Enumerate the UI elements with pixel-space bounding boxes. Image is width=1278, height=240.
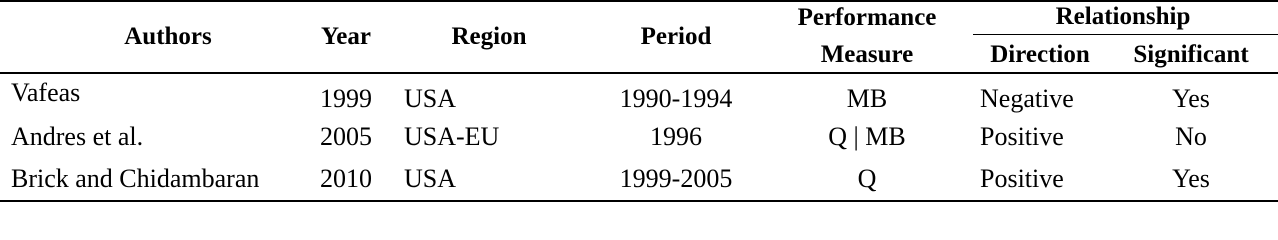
header-significant: Significant [1133,41,1249,68]
header-region: Region [451,23,527,50]
row1-measure: MB [846,84,888,113]
row2-direction: Positive [980,122,1064,151]
row2-region: USA-EU [404,122,500,151]
row1-authors: Vafeas [11,78,81,107]
header-authors: Authors [124,23,212,50]
header-relationship: Relationship [1055,3,1191,30]
row2-period: 1996 [650,122,702,151]
row3-authors: Brick and Chidambaran [11,164,260,193]
header-measure: Measure [820,41,914,68]
row3-year: 2010 [320,164,372,193]
table-bottom-rule [0,200,1278,202]
header-period: Period [640,23,712,50]
row2-measure: Q | MB [828,122,906,151]
table-top-rule [0,0,1278,2]
header-year: Year [321,23,371,50]
row3-direction: Positive [980,164,1064,193]
row3-region: USA [404,164,457,193]
row1-region: USA [404,84,457,113]
relationship-underline [973,34,1278,35]
header-direction: Direction [990,41,1090,68]
row1-significant: Yes [1172,84,1210,113]
row1-year: 1999 [320,84,372,113]
row2-significant: No [1175,122,1207,151]
header-bottom-rule [0,72,1278,74]
row1-direction: Negative [980,84,1074,113]
header-performance: Performance [797,4,937,31]
row1-period: 1990-1994 [619,84,733,113]
row3-significant: Yes [1172,164,1210,193]
row2-year: 2005 [320,122,372,151]
row3-period: 1999-2005 [619,164,733,193]
row2-authors: Andres et al. [11,122,144,151]
row3-measure: Q [857,164,877,193]
